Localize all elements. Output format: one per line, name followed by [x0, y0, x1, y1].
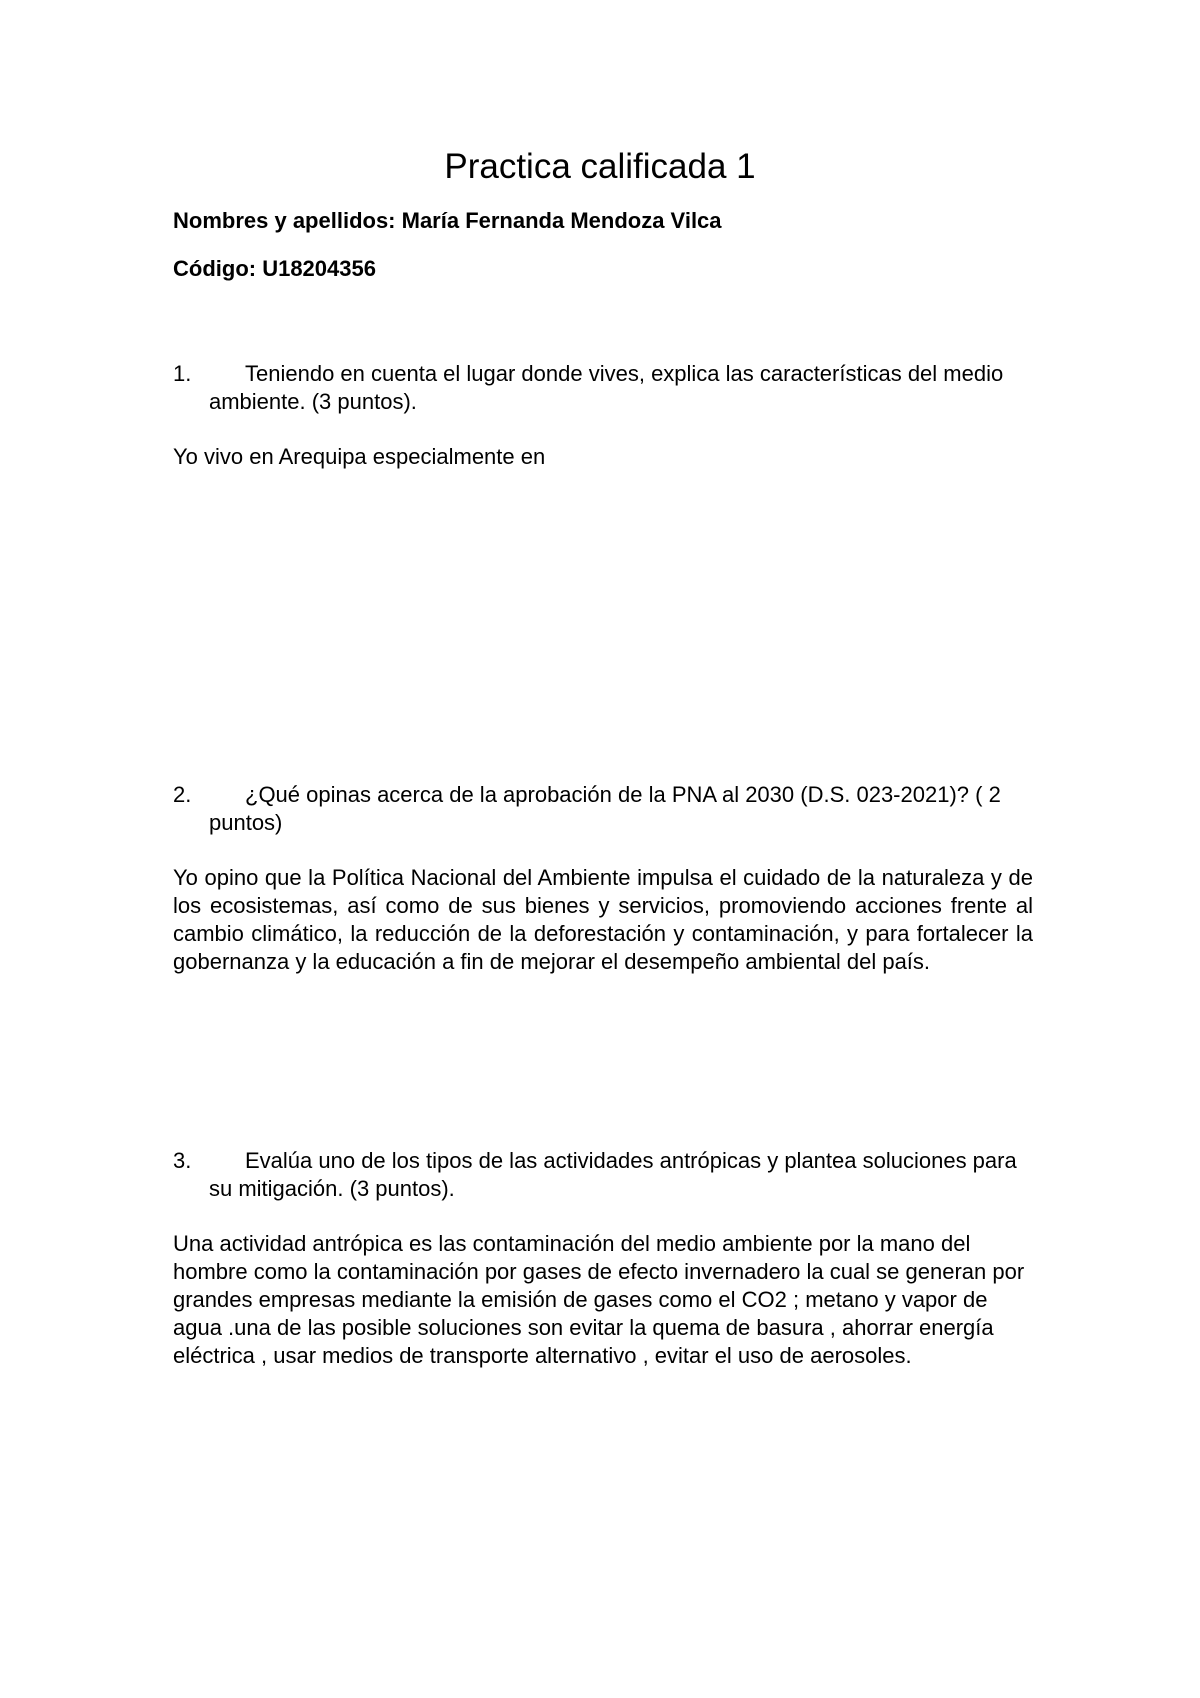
- question-text: ¿Qué opinas acerca de la aprobación de la PNA al 2030 (D.S. 023-2021)? ( 2 puntos): [209, 782, 1001, 835]
- question-2: [173, 781, 1033, 837]
- question-number: 1.: [173, 361, 192, 386]
- student-name-line: Nombres y apellidos: María Fernanda Mendoza Vilca: [173, 208, 722, 233]
- question-text: Teniendo en cuenta el lugar donde vives, explica las características del medio ambiente. (3 puntos).: [209, 361, 1004, 414]
- answer-1: Yo vivo en Arequipa especialmente en: [173, 444, 546, 469]
- student-code-line: Código: U18204356: [173, 256, 376, 281]
- answer-3: Una actividad antrópica es las contaminación del medio ambiente por la mano del hombre como la contaminación por gases de efecto invernadero la cual se generan por grandes empresas mediante la emisión de gases como el CO2 ; metano y vapor de agua .una de las posible soluciones son evitar la quema de basura , ahorrar energía eléctrica , usar medios de transporte alternativo , evitar el uso de aerosoles.: [173, 1231, 1025, 1368]
- answer-2: Yo opino que la Política Nacional del Ambiente impulsa el cuidado de la naturaleza y de los ecosistemas, así como de sus bienes y servicios, promoviendo acciones frente al cambio climático, la reducción de la deforestación y contaminación, y para fortalecer la gobernanza y la educación a fin de mejorar el desempeño ambiental del país.: [173, 865, 1033, 974]
- question-number: 3.: [173, 1148, 192, 1173]
- question-number: 2.: [173, 782, 192, 807]
- question-3: [173, 1147, 1033, 1203]
- document-title: Practica calificada 1: [444, 147, 756, 186]
- question-1: [173, 360, 1033, 416]
- question-text: Evalúa uno de los tipos de las actividades antrópicas y plantea soluciones para su mitigación. (3 puntos).: [209, 1148, 1017, 1201]
